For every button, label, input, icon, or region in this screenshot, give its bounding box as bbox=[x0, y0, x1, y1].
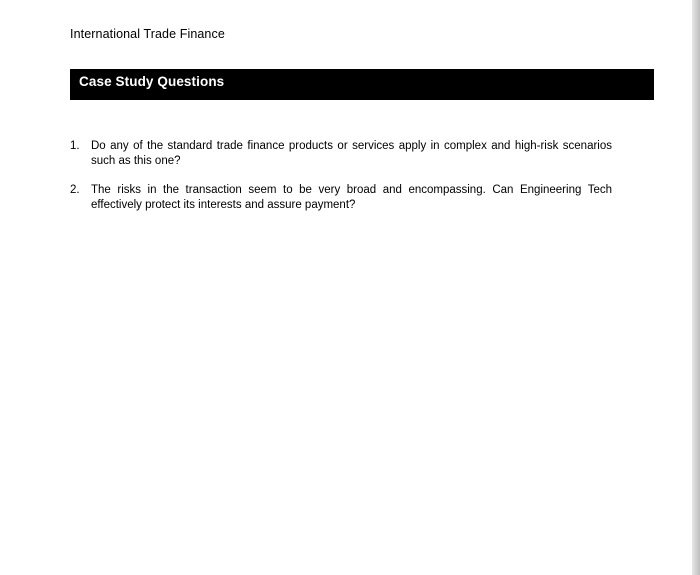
section-title: Case Study Questions bbox=[79, 74, 225, 89]
question-text: Do any of the standard trade finance products or services apply in complex and high-risk scenarios such as this one? bbox=[91, 140, 612, 167]
document-header-title: International Trade Finance bbox=[70, 27, 225, 41]
question-number: 2. bbox=[70, 184, 80, 196]
page-edge-shadow bbox=[692, 0, 700, 575]
question-item bbox=[70, 139, 612, 169]
question-list bbox=[70, 139, 612, 227]
question-number: 1. bbox=[70, 140, 80, 152]
question-item bbox=[70, 183, 612, 213]
question-text: The risks in the transaction seem to be very broad and encompassing. Can Engineering Tech effectively protect its interests and assure payment? bbox=[91, 184, 612, 211]
section-header-bar bbox=[70, 69, 654, 100]
